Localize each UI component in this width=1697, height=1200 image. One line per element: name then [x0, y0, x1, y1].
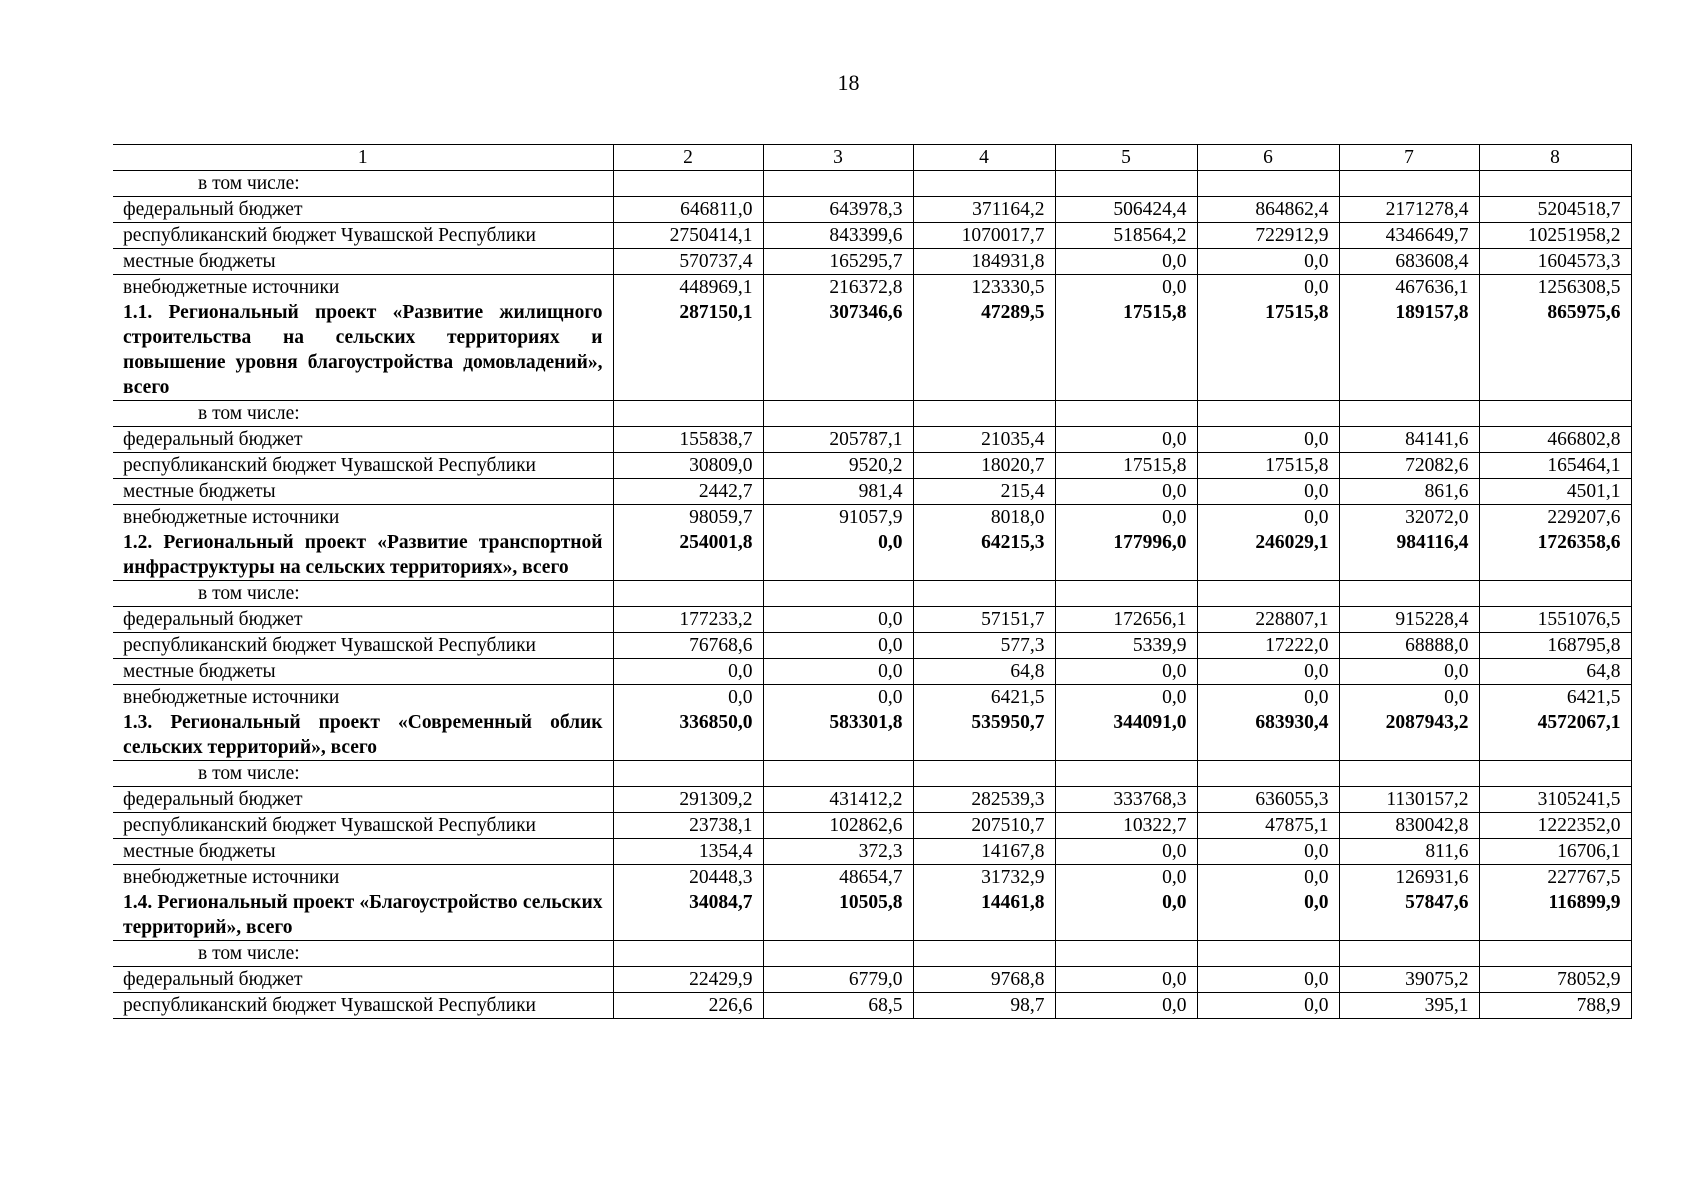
value-cell: 205787,1	[763, 427, 913, 453]
value-cell: 48654,7	[763, 865, 913, 891]
value-cell: 0,0	[1055, 275, 1197, 301]
value-cell	[1479, 581, 1631, 607]
value-cell: 722912,9	[1197, 223, 1339, 249]
value-cell: 307346,6	[763, 300, 913, 401]
row-label: внебюджетные источники	[113, 865, 613, 891]
value-cell: 287150,1	[613, 300, 763, 401]
value-cell	[1479, 171, 1631, 197]
value-cell: 865975,6	[1479, 300, 1631, 401]
value-cell: 20448,3	[613, 865, 763, 891]
value-cell: 583301,8	[763, 710, 913, 761]
value-cell: 0,0	[1055, 479, 1197, 505]
value-cell: 172656,1	[1055, 607, 1197, 633]
value-cell: 4346649,7	[1339, 223, 1479, 249]
value-cell: 1551076,5	[1479, 607, 1631, 633]
value-cell: 31732,9	[913, 865, 1055, 891]
value-cell: 78052,9	[1479, 967, 1631, 993]
value-cell: 57151,7	[913, 607, 1055, 633]
section-total-row	[113, 530, 1631, 581]
section-total-row	[113, 710, 1631, 761]
value-cell: 506424,4	[1055, 197, 1197, 223]
value-cell: 155838,7	[613, 427, 763, 453]
value-cell: 6779,0	[763, 967, 913, 993]
table-row	[113, 967, 1631, 993]
value-cell: 0,0	[1055, 839, 1197, 865]
subheading-row	[113, 401, 1631, 427]
value-cell: 4501,1	[1479, 479, 1631, 505]
row-label: федеральный бюджет	[113, 197, 613, 223]
value-cell: 84141,6	[1339, 427, 1479, 453]
row-label: внебюджетные источники	[113, 505, 613, 531]
row-label: республиканский бюджет Чувашской Республики	[113, 993, 613, 1019]
value-cell	[1055, 581, 1197, 607]
row-label: федеральный бюджет	[113, 787, 613, 813]
value-cell: 915228,4	[1339, 607, 1479, 633]
value-cell: 344091,0	[1055, 710, 1197, 761]
value-cell: 168795,8	[1479, 633, 1631, 659]
value-cell: 64,8	[1479, 659, 1631, 685]
row-label: республиканский бюджет Чувашской Республики	[113, 223, 613, 249]
row-label: федеральный бюджет	[113, 607, 613, 633]
row-label: внебюджетные источники	[113, 275, 613, 301]
row-label: местные бюджеты	[113, 249, 613, 275]
value-cell: 165295,7	[763, 249, 913, 275]
table-row	[113, 993, 1631, 1019]
value-cell: 4572067,1	[1479, 710, 1631, 761]
value-cell	[613, 171, 763, 197]
value-cell	[1339, 761, 1479, 787]
value-cell: 17222,0	[1197, 633, 1339, 659]
value-cell: 577,3	[913, 633, 1055, 659]
header-cell: 2	[613, 145, 763, 171]
value-cell	[613, 581, 763, 607]
value-cell	[613, 401, 763, 427]
value-cell: 8018,0	[913, 505, 1055, 531]
table-row	[113, 787, 1631, 813]
subheading-row	[113, 171, 1631, 197]
value-cell: 0,0	[763, 607, 913, 633]
value-cell: 636055,3	[1197, 787, 1339, 813]
value-cell: 98,7	[913, 993, 1055, 1019]
value-cell: 17515,8	[1197, 300, 1339, 401]
table-row	[113, 607, 1631, 633]
value-cell: 830042,8	[1339, 813, 1479, 839]
value-cell: 291309,2	[613, 787, 763, 813]
value-cell: 467636,1	[1339, 275, 1479, 301]
value-cell: 47289,5	[913, 300, 1055, 401]
value-cell: 72082,6	[1339, 453, 1479, 479]
value-cell: 843399,6	[763, 223, 913, 249]
value-cell: 0,0	[763, 633, 913, 659]
value-cell: 570737,4	[613, 249, 763, 275]
row-label: внебюджетные источники	[113, 685, 613, 711]
value-cell: 0,0	[1197, 659, 1339, 685]
value-cell: 0,0	[1197, 685, 1339, 711]
row-label: республиканский бюджет Чувашской Республики	[113, 453, 613, 479]
value-cell: 98059,7	[613, 505, 763, 531]
value-cell: 984116,4	[1339, 530, 1479, 581]
value-cell: 371164,2	[913, 197, 1055, 223]
value-cell: 395,1	[1339, 993, 1479, 1019]
table-row	[113, 197, 1631, 223]
value-cell: 0,0	[1197, 275, 1339, 301]
value-cell: 226,6	[613, 993, 763, 1019]
table-row	[113, 275, 1631, 301]
row-label: местные бюджеты	[113, 479, 613, 505]
value-cell: 0,0	[1197, 249, 1339, 275]
value-cell: 22429,9	[613, 967, 763, 993]
value-cell: 17515,8	[1055, 453, 1197, 479]
value-cell	[1055, 941, 1197, 967]
subheading-row	[113, 941, 1631, 967]
value-cell: 282539,3	[913, 787, 1055, 813]
value-cell: 788,9	[1479, 993, 1631, 1019]
table-row	[113, 479, 1631, 505]
value-cell: 6421,5	[1479, 685, 1631, 711]
value-cell: 123330,5	[913, 275, 1055, 301]
value-cell: 0,0	[1197, 479, 1339, 505]
value-cell: 10322,7	[1055, 813, 1197, 839]
value-cell: 0,0	[1197, 993, 1339, 1019]
value-cell: 811,6	[1339, 839, 1479, 865]
value-cell: 333768,3	[1055, 787, 1197, 813]
value-cell: 102862,6	[763, 813, 913, 839]
value-cell: 0,0	[1197, 505, 1339, 531]
value-cell	[1197, 581, 1339, 607]
value-cell: 229207,6	[1479, 505, 1631, 531]
row-label: 1.2. Региональный проект «Развитие транспортной инфраструктуры на сельских территориях», всего	[113, 530, 613, 581]
header-cell: 4	[913, 145, 1055, 171]
row-label: 1.4. Региональный проект «Благоустройство сельских территорий», всего	[113, 890, 613, 941]
table-row	[113, 659, 1631, 685]
value-cell: 91057,9	[763, 505, 913, 531]
value-cell: 0,0	[1055, 249, 1197, 275]
value-cell: 184931,8	[913, 249, 1055, 275]
value-cell: 0,0	[763, 530, 913, 581]
row-label: местные бюджеты	[113, 839, 613, 865]
value-cell: 448969,1	[613, 275, 763, 301]
header-cell: 3	[763, 145, 913, 171]
value-cell: 336850,0	[613, 710, 763, 761]
value-cell	[763, 581, 913, 607]
value-cell: 0,0	[1055, 505, 1197, 531]
value-cell	[1197, 761, 1339, 787]
value-cell: 0,0	[1197, 839, 1339, 865]
value-cell: 68888,0	[1339, 633, 1479, 659]
value-cell: 0,0	[1339, 685, 1479, 711]
value-cell	[763, 171, 913, 197]
header-row	[113, 145, 1631, 171]
value-cell: 76768,6	[613, 633, 763, 659]
value-cell: 14461,8	[913, 890, 1055, 941]
value-cell: 126931,6	[1339, 865, 1479, 891]
value-cell: 1354,4	[613, 839, 763, 865]
page-number: 18	[837, 70, 860, 95]
value-cell: 0,0	[1197, 427, 1339, 453]
value-cell: 6421,5	[913, 685, 1055, 711]
value-cell	[763, 401, 913, 427]
value-cell: 1070017,7	[913, 223, 1055, 249]
value-cell: 683608,4	[1339, 249, 1479, 275]
value-cell	[913, 941, 1055, 967]
subheading-label: в том числе:	[113, 761, 613, 787]
value-cell	[1197, 171, 1339, 197]
value-cell: 0,0	[1339, 659, 1479, 685]
value-cell	[1479, 761, 1631, 787]
row-label: 1.3. Региональный проект «Современный облик сельских территорий», всего	[113, 710, 613, 761]
value-cell: 2750414,1	[613, 223, 763, 249]
value-cell: 18020,7	[913, 453, 1055, 479]
subheading-row	[113, 761, 1631, 787]
value-cell: 228807,1	[1197, 607, 1339, 633]
value-cell	[1339, 581, 1479, 607]
value-cell: 10505,8	[763, 890, 913, 941]
value-cell: 643978,3	[763, 197, 913, 223]
value-cell: 16706,1	[1479, 839, 1631, 865]
value-cell: 1256308,5	[1479, 275, 1631, 301]
value-cell: 0,0	[1055, 659, 1197, 685]
value-cell: 535950,7	[913, 710, 1055, 761]
value-cell: 2087943,2	[1339, 710, 1479, 761]
value-cell: 518564,2	[1055, 223, 1197, 249]
header-cell: 1	[113, 145, 613, 171]
table-row	[113, 223, 1631, 249]
row-label: республиканский бюджет Чувашской Республики	[113, 633, 613, 659]
value-cell: 17515,8	[1055, 300, 1197, 401]
value-cell: 207510,7	[913, 813, 1055, 839]
value-cell	[1055, 761, 1197, 787]
value-cell: 39075,2	[1339, 967, 1479, 993]
value-cell: 68,5	[763, 993, 913, 1019]
value-cell: 0,0	[1055, 685, 1197, 711]
value-cell	[1339, 401, 1479, 427]
value-cell: 23738,1	[613, 813, 763, 839]
section-total-row	[113, 890, 1631, 941]
value-cell	[913, 171, 1055, 197]
value-cell	[1339, 171, 1479, 197]
value-cell: 981,4	[763, 479, 913, 505]
table-row	[113, 813, 1631, 839]
value-cell: 1726358,6	[1479, 530, 1631, 581]
value-cell: 372,3	[763, 839, 913, 865]
table-row	[113, 685, 1631, 711]
value-cell: 2442,7	[613, 479, 763, 505]
value-cell	[763, 761, 913, 787]
value-cell	[1055, 171, 1197, 197]
value-cell	[1055, 401, 1197, 427]
value-cell: 32072,0	[1339, 505, 1479, 531]
value-cell: 17515,8	[1197, 453, 1339, 479]
value-cell: 64215,3	[913, 530, 1055, 581]
row-label: 1.1. Региональный проект «Развитие жилищного строительства на сельских территориях и повышение уровня благоустройства домовладений», всего	[113, 300, 613, 401]
value-cell: 0,0	[1055, 993, 1197, 1019]
value-cell	[1197, 401, 1339, 427]
row-label: федеральный бюджет	[113, 427, 613, 453]
value-cell	[763, 941, 913, 967]
table-row	[113, 865, 1631, 891]
value-cell: 683930,4	[1197, 710, 1339, 761]
value-cell: 254001,8	[613, 530, 763, 581]
value-cell: 30809,0	[613, 453, 763, 479]
value-cell: 0,0	[1197, 865, 1339, 891]
subheading-label: в том числе:	[113, 171, 613, 197]
value-cell: 1604573,3	[1479, 249, 1631, 275]
value-cell: 0,0	[763, 659, 913, 685]
value-cell: 0,0	[1055, 890, 1197, 941]
table-row	[113, 427, 1631, 453]
value-cell: 2171278,4	[1339, 197, 1479, 223]
value-cell: 864862,4	[1197, 197, 1339, 223]
value-cell: 861,6	[1339, 479, 1479, 505]
value-cell	[613, 761, 763, 787]
table-row	[113, 453, 1631, 479]
section-total-row	[113, 300, 1631, 401]
value-cell: 34084,7	[613, 890, 763, 941]
value-cell: 216372,8	[763, 275, 913, 301]
value-cell: 177996,0	[1055, 530, 1197, 581]
value-cell: 189157,8	[1339, 300, 1479, 401]
value-cell: 9520,2	[763, 453, 913, 479]
subheading-label: в том числе:	[113, 581, 613, 607]
value-cell: 215,4	[913, 479, 1055, 505]
value-cell: 57847,6	[1339, 890, 1479, 941]
table-row	[113, 505, 1631, 531]
subheading-row	[113, 581, 1631, 607]
value-cell: 47875,1	[1197, 813, 1339, 839]
row-label: местные бюджеты	[113, 659, 613, 685]
value-cell	[1197, 941, 1339, 967]
value-cell: 0,0	[1055, 865, 1197, 891]
value-cell: 0,0	[613, 685, 763, 711]
value-cell: 1222352,0	[1479, 813, 1631, 839]
subheading-label: в том числе:	[113, 401, 613, 427]
value-cell: 646811,0	[613, 197, 763, 223]
header-cell: 7	[1339, 145, 1479, 171]
value-cell: 0,0	[763, 685, 913, 711]
value-cell: 0,0	[1197, 967, 1339, 993]
value-cell: 165464,1	[1479, 453, 1631, 479]
value-cell: 0,0	[613, 659, 763, 685]
value-cell	[613, 941, 763, 967]
value-cell: 0,0	[1055, 427, 1197, 453]
value-cell: 21035,4	[913, 427, 1055, 453]
value-cell: 466802,8	[1479, 427, 1631, 453]
value-cell	[1339, 941, 1479, 967]
value-cell: 5339,9	[1055, 633, 1197, 659]
value-cell: 0,0	[1197, 890, 1339, 941]
value-cell: 1130157,2	[1339, 787, 1479, 813]
value-cell: 431412,2	[763, 787, 913, 813]
budget-table	[113, 144, 1632, 1019]
value-cell	[913, 761, 1055, 787]
value-cell: 64,8	[913, 659, 1055, 685]
value-cell: 9768,8	[913, 967, 1055, 993]
value-cell: 116899,9	[1479, 890, 1631, 941]
header-cell: 8	[1479, 145, 1631, 171]
value-cell: 246029,1	[1197, 530, 1339, 581]
value-cell: 10251958,2	[1479, 223, 1631, 249]
row-label: федеральный бюджет	[113, 967, 613, 993]
header-cell: 5	[1055, 145, 1197, 171]
table-row	[113, 839, 1631, 865]
value-cell	[1479, 401, 1631, 427]
value-cell: 227767,5	[1479, 865, 1631, 891]
header-cell: 6	[1197, 145, 1339, 171]
value-cell: 0,0	[1055, 967, 1197, 993]
value-cell	[913, 401, 1055, 427]
subheading-label: в том числе:	[113, 941, 613, 967]
value-cell	[913, 581, 1055, 607]
value-cell: 5204518,7	[1479, 197, 1631, 223]
value-cell: 177233,2	[613, 607, 763, 633]
value-cell	[1479, 941, 1631, 967]
table-row	[113, 633, 1631, 659]
row-label: республиканский бюджет Чувашской Республики	[113, 813, 613, 839]
table-row	[113, 249, 1631, 275]
value-cell: 14167,8	[913, 839, 1055, 865]
value-cell: 3105241,5	[1479, 787, 1631, 813]
